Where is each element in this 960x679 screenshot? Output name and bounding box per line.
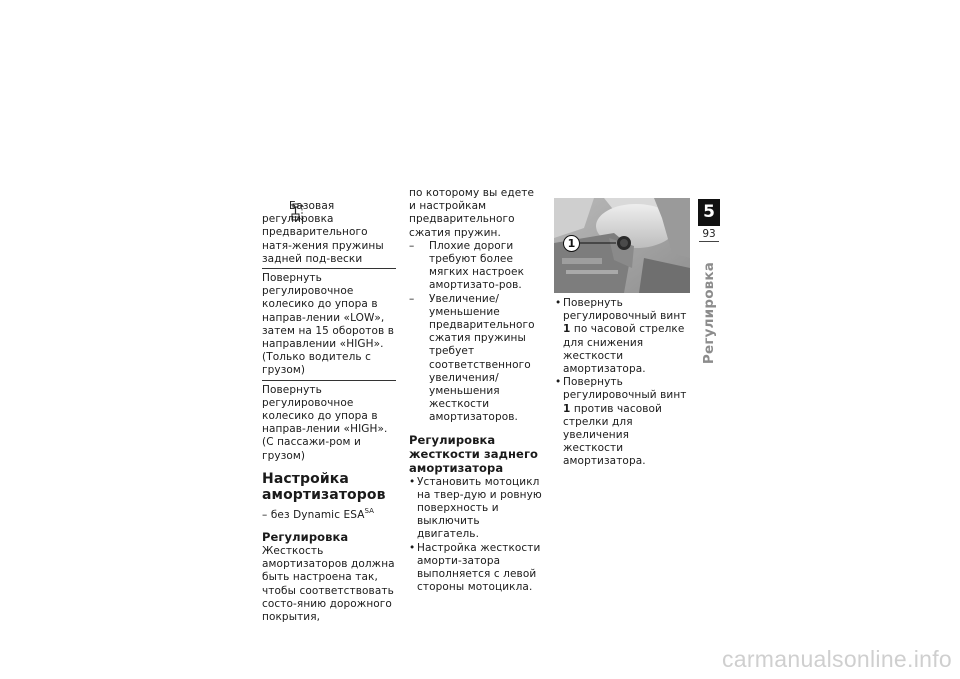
settings-basic-text: Базовая регулировка предварительного натя-жения пружины задней под-вески bbox=[262, 200, 384, 265]
dash-list bbox=[409, 240, 544, 425]
list-item: • Повернуть регулировочный винт 1 против часовой стрелки для увеличения жесткости амортизатора. bbox=[555, 376, 687, 468]
tab-divider bbox=[699, 241, 719, 242]
list-item: – Плохие дороги требуют более мягких настроек амортизато-ров. bbox=[409, 239, 525, 292]
photo-callout-1: 1 bbox=[563, 235, 580, 252]
settings-row-rider-load: Повернуть регулировочное колесико до упора в направ-лении «LOW», затем на 15 оборотов в направлении «HIGH». (Только водитель с грузом) bbox=[262, 272, 395, 377]
dash-marker: – bbox=[409, 239, 415, 252]
list-item: – Увеличение/уменьшение предварительного сжатия пружины требует соответственного увеличения/ уменьшения жесткости амортизаторов. bbox=[409, 292, 535, 424]
settings-row-basic bbox=[262, 200, 396, 266]
left-column bbox=[262, 200, 396, 624]
bullet-marker: • bbox=[409, 475, 416, 488]
dash-marker: – bbox=[409, 292, 415, 305]
settings-row-passenger-load: Повернуть регулировочное колесико до упора в направ-лении «HIGH». (С пассажи-ром и грузом) bbox=[262, 383, 388, 462]
option-line bbox=[262, 505, 396, 522]
subsection-title: Регулировка bbox=[262, 530, 349, 545]
right-column bbox=[555, 297, 691, 469]
dash-marker: – bbox=[262, 508, 268, 521]
watermark: carmanualsonline.info bbox=[721, 646, 952, 672]
option-sup: SA bbox=[364, 506, 375, 515]
bullet-list bbox=[555, 297, 691, 469]
wrench-adjust-icon bbox=[262, 203, 284, 227]
rear-shock-heading: Регулировка жесткости заднего амортизатора bbox=[409, 432, 539, 475]
chapter-number: 5 bbox=[698, 199, 720, 226]
bullet-marker: • bbox=[409, 541, 416, 554]
section-title: Настройка амортизаторов bbox=[262, 470, 386, 503]
table-divider bbox=[262, 380, 396, 381]
paragraph-continuation: по которому вы едете и настройкам предварительного сжатия пружин. bbox=[409, 187, 535, 239]
list-item: • Установить мотоцикл на твер-дую и ровную поверхность и выключить двигатель. bbox=[409, 475, 542, 541]
middle-column bbox=[409, 187, 544, 594]
list-item: • Настройка жесткости аморти-затора выполняется с левой стороны мотоцикла. bbox=[409, 541, 541, 594]
table-divider bbox=[262, 268, 396, 269]
bullet-list bbox=[409, 476, 544, 595]
intro-paragraph: Жесткость амортизаторов должна быть настроена так, чтобы соответствовать состо-янию дорожного покрытия, bbox=[262, 545, 395, 624]
bullet-marker: • bbox=[555, 376, 562, 389]
shock-adjuster-photo bbox=[554, 198, 690, 293]
list-item: • Повернуть регулировочный винт 1 по часовой стрелке для снижения жесткости амортизатора. bbox=[555, 297, 687, 376]
bullet-marker: • bbox=[555, 297, 562, 309]
chapter-label: Регулировка bbox=[701, 261, 717, 365]
page-number: 93 bbox=[702, 228, 716, 240]
option-text: без Dynamic ESA bbox=[270, 508, 365, 521]
